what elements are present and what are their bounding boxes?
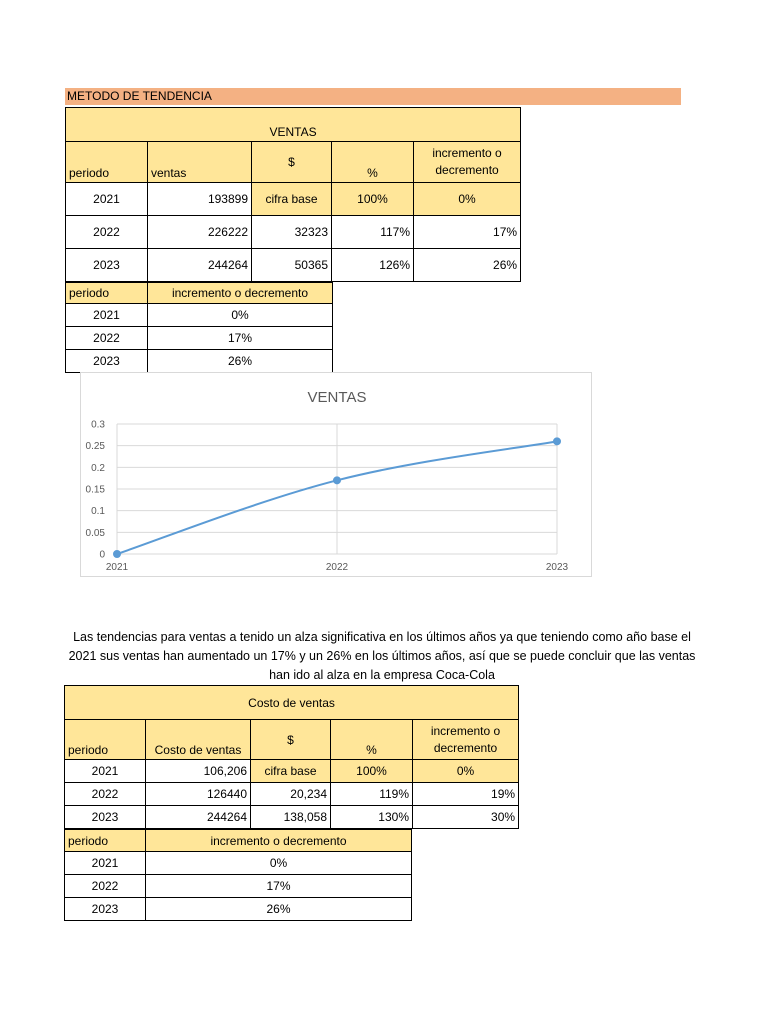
- ventas-table-title: VENTAS: [66, 108, 521, 142]
- cell-periodo: 2021: [66, 183, 148, 216]
- ventas-chart[interactable]: [80, 372, 592, 577]
- cell-ventas: 193899: [148, 183, 252, 216]
- cell-percent: 126%: [332, 249, 414, 282]
- costo-summary-table: [64, 829, 412, 921]
- cell-percent: 117%: [332, 216, 414, 249]
- cell-incremento: 0%: [413, 760, 519, 783]
- header-percent: %: [332, 142, 414, 183]
- cell-percent: 100%: [331, 760, 413, 783]
- cell-incremento: 0%: [414, 183, 521, 216]
- table-row: [66, 249, 521, 282]
- y-tick-label: 0.25: [85, 441, 105, 453]
- cell-ventas: 244264: [148, 249, 252, 282]
- x-tick-label: 2022: [325, 562, 349, 573]
- cell-periodo: 2022: [66, 216, 148, 249]
- summary-header-incremento: incremento o decremento: [146, 830, 412, 852]
- table-row: [65, 875, 412, 898]
- cell-periodo: 2021: [66, 304, 148, 327]
- y-tick-label: 0.05: [85, 527, 105, 539]
- header-periodo: periodo: [65, 720, 146, 760]
- cell-costo: 126440: [146, 783, 251, 806]
- chart-title: VENTAS: [307, 389, 367, 406]
- chart-x-axis: [106, 562, 569, 573]
- table-row: [66, 216, 521, 249]
- cell-percent: 100%: [332, 183, 414, 216]
- cell-dollar: 50365: [252, 249, 332, 282]
- cell-periodo: 2023: [65, 898, 146, 921]
- cell-dollar: 138,058: [251, 806, 331, 829]
- table-row: [66, 183, 521, 216]
- x-tick-label: 2023: [545, 562, 569, 573]
- cell-periodo: 2022: [65, 875, 146, 898]
- cell-incremento: 0%: [148, 304, 333, 327]
- cell-dollar: cifra base: [251, 760, 331, 783]
- data-point[interactable]: [114, 551, 121, 558]
- chart-svg: [81, 373, 591, 576]
- cell-periodo: 2023: [65, 806, 146, 829]
- cell-ventas: 226222: [148, 216, 252, 249]
- cell-periodo: 2023: [66, 249, 148, 282]
- chart-grid: [117, 424, 557, 554]
- cell-incremento: 26%: [148, 350, 333, 373]
- cell-incremento: 17%: [146, 875, 412, 898]
- cell-dollar: 32323: [252, 216, 332, 249]
- summary-header-periodo: periodo: [65, 830, 146, 852]
- cell-incremento: 17%: [148, 327, 333, 350]
- header-costo: Costo de ventas: [146, 720, 251, 760]
- header-periodo: periodo: [66, 142, 148, 183]
- y-tick-label: 0.3: [91, 419, 105, 431]
- table-row: [65, 783, 519, 806]
- x-tick-label: 2021: [105, 562, 129, 573]
- cell-periodo: 2021: [65, 852, 146, 875]
- y-tick-label: 0.1: [91, 506, 105, 518]
- chart-y-axis: [86, 420, 106, 561]
- cell-periodo: 2022: [66, 327, 148, 350]
- sheet-title: METODO DE TENDENCIA: [65, 88, 681, 105]
- cell-dollar: cifra base: [252, 183, 332, 216]
- summary-header-incremento: incremento o decremento: [148, 283, 333, 304]
- y-tick-label: 0.15: [85, 484, 105, 496]
- cell-incremento: 0%: [146, 852, 412, 875]
- y-tick-label: 0: [99, 549, 105, 561]
- cell-incremento: 26%: [146, 898, 412, 921]
- table-row: [65, 806, 519, 829]
- header-dollar: $: [251, 720, 331, 760]
- header-incremento: incremento o decremento: [413, 720, 519, 760]
- cell-costo: 106,206: [146, 760, 251, 783]
- table-row: [65, 898, 412, 921]
- cell-costo: 244264: [146, 806, 251, 829]
- table-row: [66, 350, 333, 373]
- table-row: [65, 760, 519, 783]
- ventas-summary-table: [65, 282, 333, 373]
- header-incremento: incremento o decremento: [414, 142, 521, 183]
- cell-periodo: 2023: [66, 350, 148, 373]
- cell-percent: 119%: [331, 783, 413, 806]
- summary-header-periodo: periodo: [66, 283, 148, 304]
- data-point[interactable]: [554, 438, 561, 445]
- cell-periodo: 2021: [65, 760, 146, 783]
- cell-periodo: 2022: [65, 783, 146, 806]
- y-tick-label: 0.2: [91, 462, 105, 474]
- data-point[interactable]: [334, 477, 341, 484]
- costo-table-title: Costo de ventas: [65, 686, 519, 720]
- table-row: [66, 327, 333, 350]
- header-ventas: ventas: [148, 142, 252, 183]
- header-percent: %: [331, 720, 413, 760]
- cell-incremento: 17%: [414, 216, 521, 249]
- table-row: [66, 304, 333, 327]
- cell-dollar: 20,234: [251, 783, 331, 806]
- cell-incremento: 26%: [414, 249, 521, 282]
- cell-incremento: 30%: [413, 806, 519, 829]
- costo-table: [64, 685, 519, 829]
- cell-incremento: 19%: [413, 783, 519, 806]
- header-dollar: $: [252, 142, 332, 183]
- ventas-table: [65, 107, 521, 282]
- table-row: [65, 852, 412, 875]
- conclusion-paragraph: Las tendencias para ventas a tenido un alza significativa en los últimos años ya que teniendo como año base el 2021 sus ventas han aumentado un 17% y un 26% en los últimos años, así que se puede concluir que las ventas han ido al alza en la empresa Coca-Cola: [68, 630, 696, 682]
- cell-percent: 130%: [331, 806, 413, 829]
